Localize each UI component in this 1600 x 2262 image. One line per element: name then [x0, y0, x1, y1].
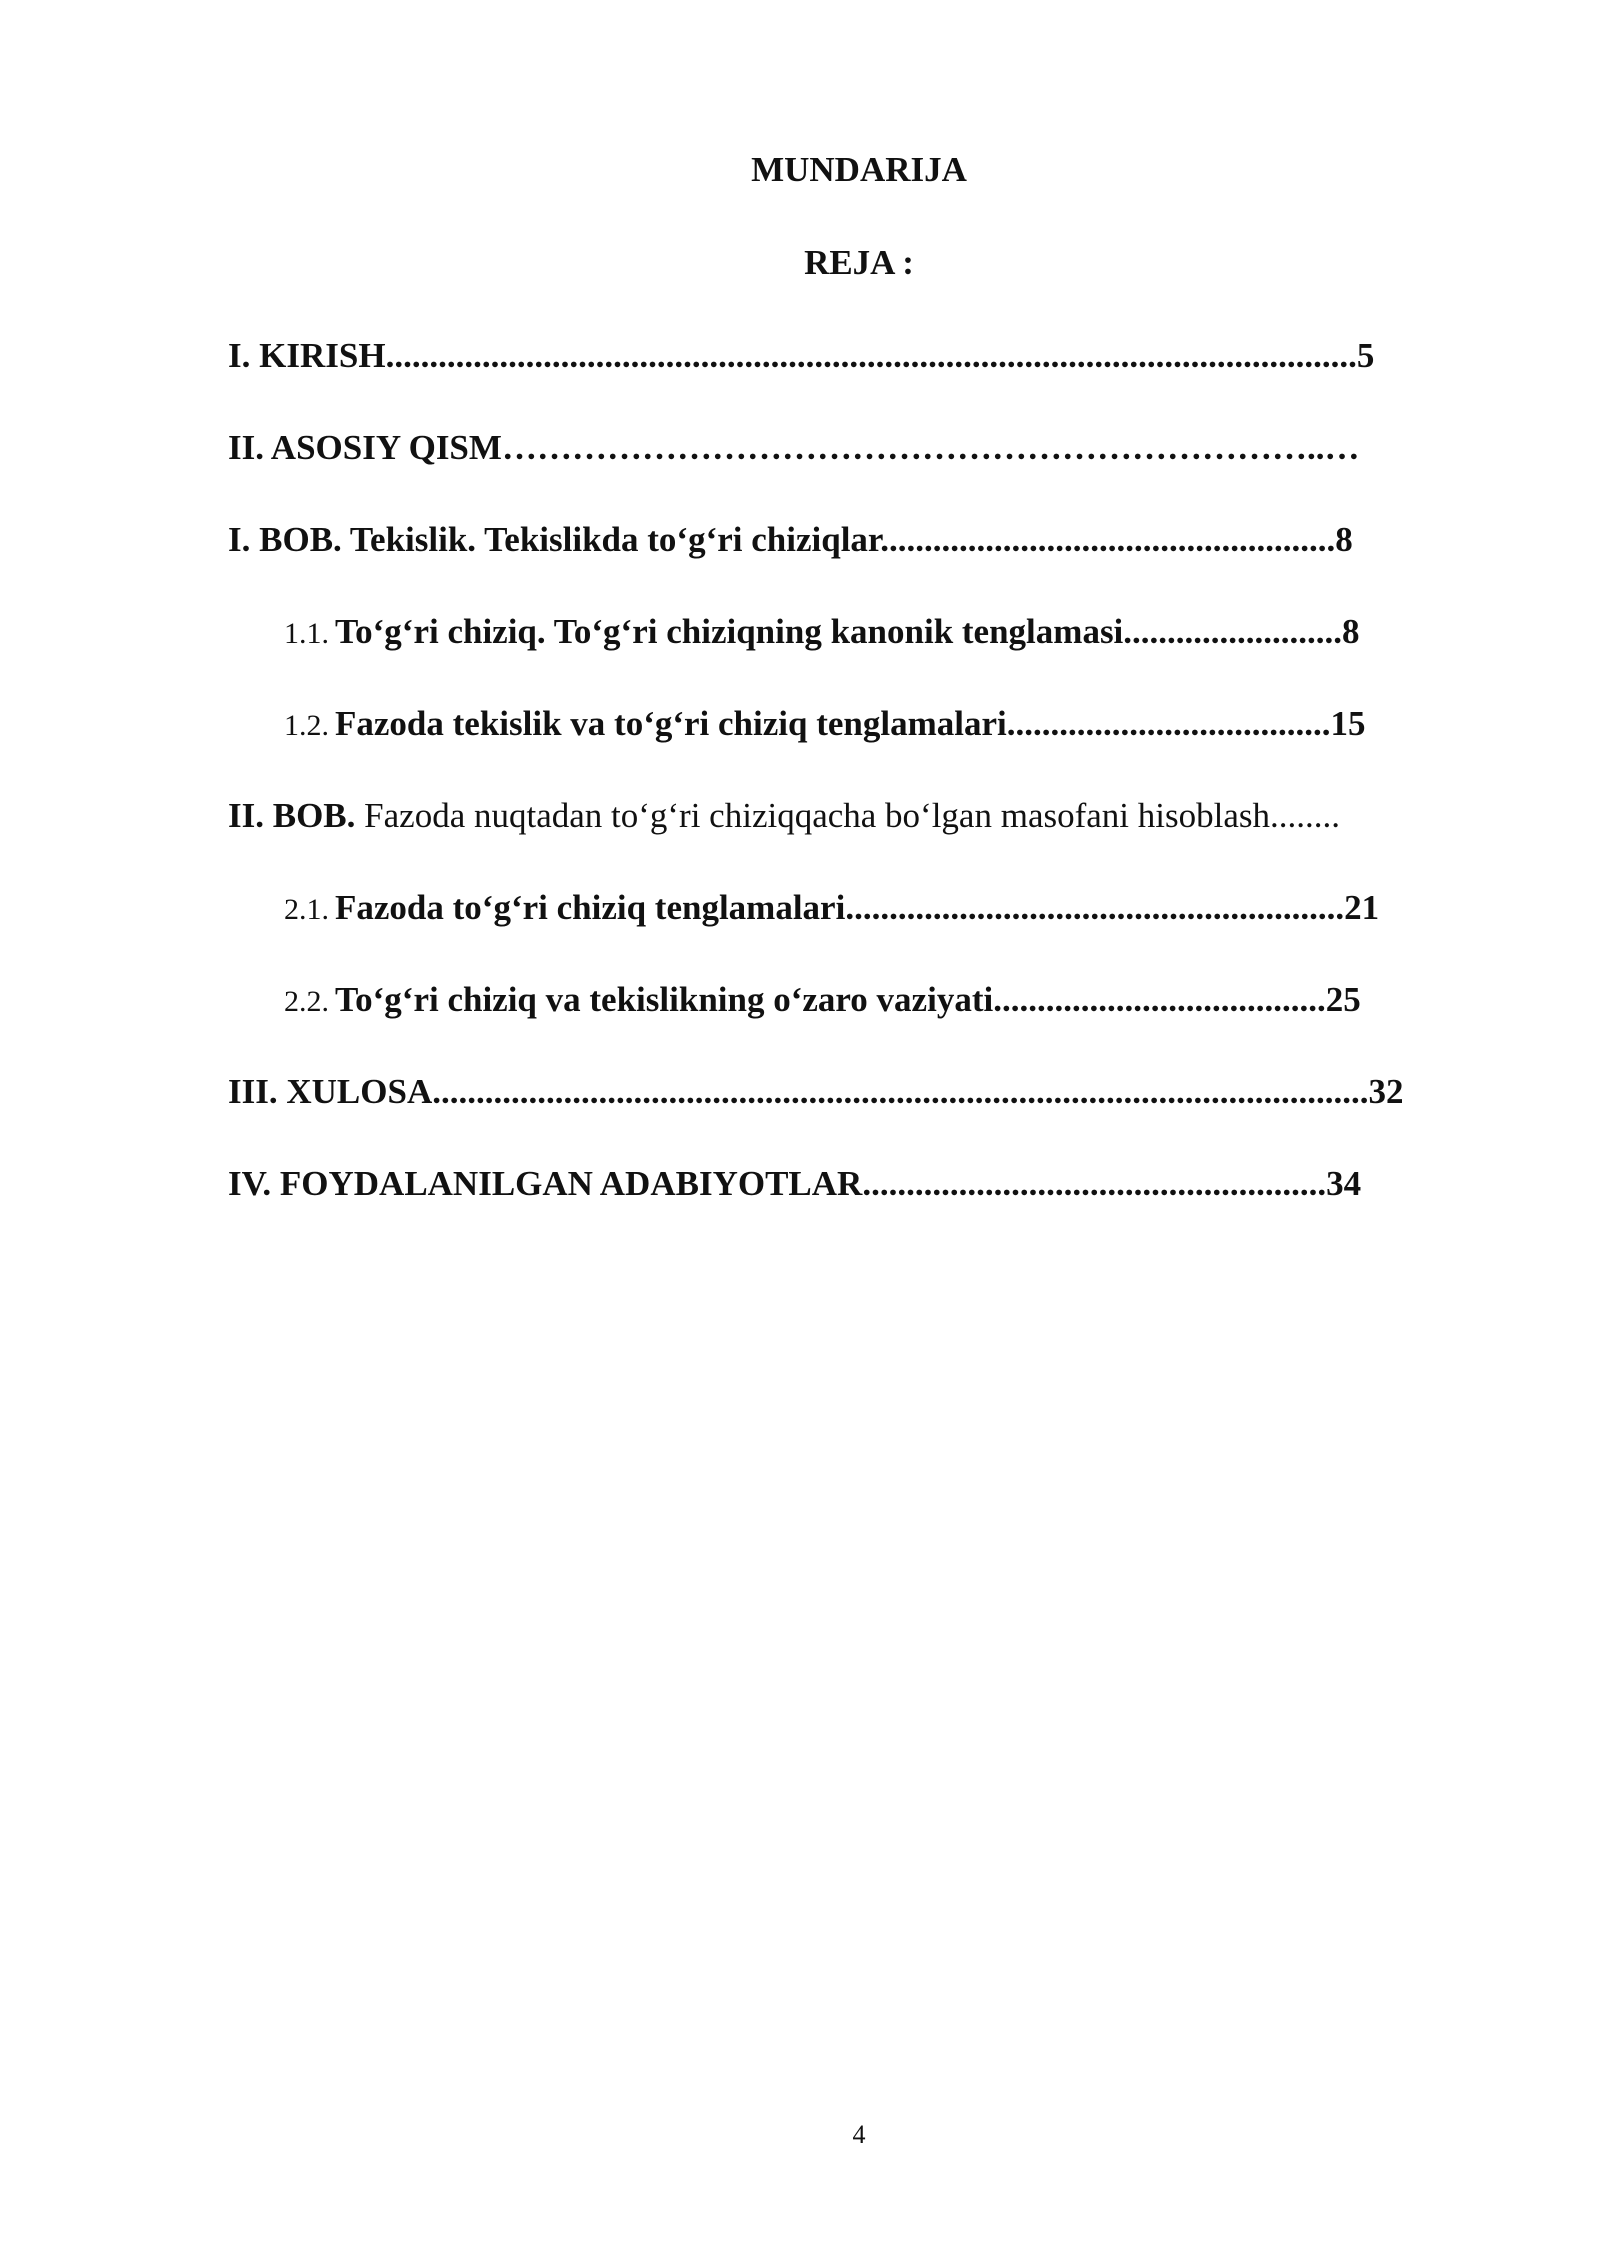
toc-entry-1-1: [284, 610, 1360, 656]
toc-entry-bob-1: [228, 518, 1353, 562]
document-subtitle: REJA :: [804, 243, 914, 282]
toc-entry-number: 1.2.: [284, 709, 329, 742]
toc-leader: .....................................: [1006, 704, 1331, 743]
toc-entry-number: 2.1.: [284, 893, 329, 926]
toc-page-ref: 21: [1344, 888, 1380, 927]
toc-page-ref: 8: [1342, 612, 1360, 651]
document-title: MUNDARIJA: [751, 150, 967, 189]
toc-leader: ......................................: [993, 980, 1326, 1019]
toc-entry-text: To‘g‘ri chiziq. To‘g‘ri chiziqning kanonik tenglamasi: [335, 612, 1124, 651]
toc-leader: ……………………………………………………………..…: [501, 428, 1360, 467]
toc-entry-number: 2.2.: [284, 985, 329, 1018]
toc-page-ref: 25: [1325, 980, 1361, 1019]
toc-leader: ....................................................: [880, 520, 1336, 559]
toc-entry-text: II. ASOSIY QISM: [228, 428, 502, 467]
toc-page-ref: 34: [1326, 1164, 1362, 1203]
toc-leader: ........: [1270, 796, 1340, 835]
toc-entry-adabiyotlar: [228, 1162, 1361, 1206]
toc-page-ref: 15: [1330, 704, 1366, 743]
toc-entry-1-2: [284, 702, 1365, 748]
toc-entry-2-2: [284, 978, 1361, 1024]
toc-entry-text: Fazoda tekislik va to‘g‘ri chiziq tenglamalari: [335, 704, 1007, 743]
toc-entry-xulosa: [228, 1070, 1403, 1114]
toc-leader: ...............................................................................................................: [385, 336, 1357, 375]
toc-leader: .........................................................: [845, 888, 1345, 927]
toc-entry-2-1: [284, 886, 1379, 932]
toc-page-ref: 5: [1356, 336, 1375, 375]
toc-entry-text: To‘g‘ri chiziq va tekislikning o‘zaro vaziyati: [335, 980, 994, 1019]
page-number: 4: [852, 2120, 866, 2149]
toc-page-ref: 32: [1368, 1072, 1404, 1111]
toc-page-ref: 8: [1335, 520, 1353, 559]
toc-entry-text: I. BOB. Tekislik. Tekislikda to‘g‘ri chiziqlar: [228, 520, 881, 559]
toc-entry-bold-prefix: II. BOB.: [228, 796, 356, 835]
toc-leader: ...........................................................................................................: [432, 1072, 1369, 1111]
toc-entry-bob-2: [228, 794, 1340, 838]
toc-entry-text: IV. FOYDALANILGAN ADABIYOTLAR: [228, 1164, 863, 1203]
toc-leader: .........................: [1123, 612, 1343, 651]
toc-entry-text: Fazoda nuqtadan to‘g‘ri chiziqqacha bo‘lgan masofani hisoblash: [355, 796, 1270, 835]
toc-entry-number: 1.1.: [284, 617, 329, 650]
toc-entry-text: III. XULOSA: [228, 1072, 433, 1111]
toc-entry-text: I. KIRISH: [228, 336, 386, 375]
toc-entry-text: Fazoda to‘g‘ri chiziq tenglamalari: [335, 888, 846, 927]
toc-entry-kirish: [228, 334, 1374, 378]
toc-leader: .....................................................: [862, 1164, 1327, 1203]
toc-entry-asosiy-qism: [228, 426, 1359, 470]
